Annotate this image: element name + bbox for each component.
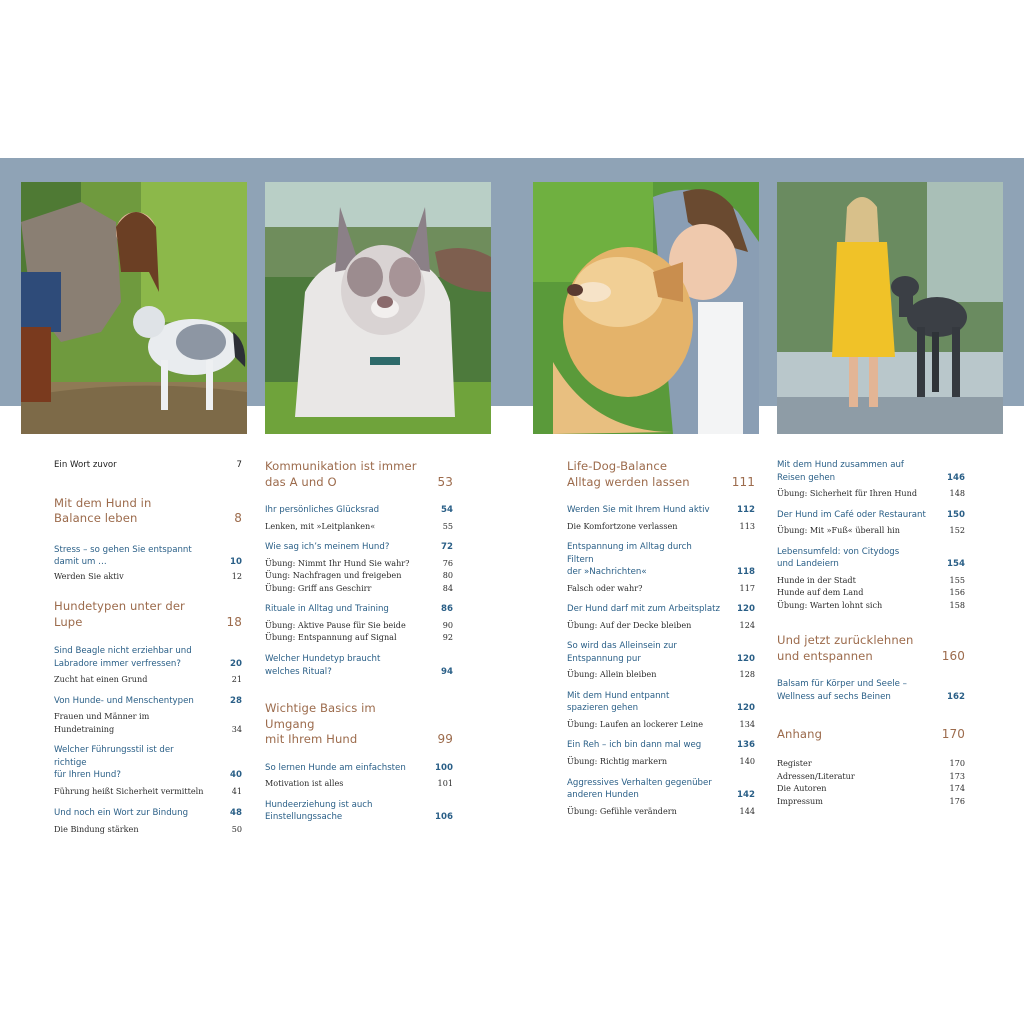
toc-entry-title: Lenken, mit »Leitplanken« <box>265 520 376 531</box>
toc-entry-title: Übung: Richtig markern <box>567 755 668 766</box>
toc-entry-title: Üung: Nachfragen und freigeben <box>265 570 402 581</box>
toc-entry-page: 99 <box>437 732 453 747</box>
toc-entry-page: 118 <box>737 567 755 578</box>
toc-entry-title: Kommunikation ist immer das A und O <box>265 459 417 489</box>
toc-entry-page: 154 <box>947 559 965 570</box>
toc-entry-title: Hundeerziehung ist auch Einstellungssache <box>265 799 373 823</box>
toc-entry-page: 140 <box>739 755 755 766</box>
toc-entry-title: Ein Wort zuvor <box>54 460 117 470</box>
toc-entry-page: 20 <box>230 658 242 669</box>
toc-entry-subsection <box>54 673 242 686</box>
toc-entry-page: 76 <box>442 557 453 568</box>
toc-entry-title: Werden Sie mit Ihrem Hund aktiv <box>567 505 710 515</box>
toc-entry-title: Mit dem Hund in Balance leben <box>54 495 152 525</box>
toc-entry-title: Wie sag ich’s meinem Hund? <box>265 542 390 553</box>
toc-entry-page: 156 <box>949 587 965 598</box>
toc-entry-page: 128 <box>739 669 755 680</box>
toc-entry-section <box>567 541 755 579</box>
toc-entry-subsection <box>265 582 453 595</box>
toc-entry-section <box>567 603 755 616</box>
toc-entry-chapter <box>54 496 242 527</box>
toc-entry-section <box>54 807 242 820</box>
toc-entry-title: Motivation ist alles <box>265 778 344 789</box>
toc-entry-title: Hunde in der Stadt <box>777 574 856 585</box>
toc-entry-title: Wichtige Basics im Umgang mit Ihrem Hund <box>265 701 376 747</box>
toc-entry-page: 160 <box>941 648 965 663</box>
toc-entry-title: Welcher Hundetyp braucht welches Ritual? <box>265 654 381 677</box>
toc-entry-title: Hunde auf dem Land <box>777 587 864 598</box>
toc-entry-title: Lebensumfeld: von Citydogs und Landeiern <box>777 546 900 570</box>
toc-entry-section <box>777 509 965 522</box>
toc-entry-title: So lernen Hunde am einfachsten <box>265 762 406 773</box>
toc-entry-title: Übung: Warten lohnt sich <box>777 599 883 610</box>
toc-entry-title: Werden Sie aktiv <box>54 570 124 581</box>
toc-entry-title: Aggressives Verhalten gegenüber anderen Hunden <box>567 777 712 801</box>
toc-entry-subsection <box>265 557 453 570</box>
toc-column-4 <box>777 459 965 807</box>
toc-entry-page: 94 <box>441 666 453 677</box>
toc-entry-subsection <box>777 586 965 599</box>
toc-entry-subsection <box>567 805 755 818</box>
toc-entry-page: 72 <box>441 542 453 553</box>
toc-entry-subsection <box>777 795 965 808</box>
toc-entry-chapter <box>265 459 453 490</box>
toc-entry-subsection <box>567 718 755 731</box>
toc-entry-section <box>265 603 453 616</box>
toc-entry-page: 50 <box>231 823 242 834</box>
toc-entry-title: Ein Reh – ich bin dann mal weg <box>567 740 702 751</box>
toc-entry-title: Übung: Gefühle verändern <box>567 805 677 816</box>
toc-entry-title: Der Hund darf mit zum Arbeitsplatz <box>567 604 721 615</box>
toc-entry-title: Die Bindung stärken <box>54 823 139 834</box>
toc-entry-page: 86 <box>441 604 453 615</box>
toc-entry-page: 100 <box>435 762 453 773</box>
toc-entry-page: 173 <box>949 770 965 781</box>
toc-entry-subsection <box>567 755 755 768</box>
toc-entry-title: Und jetzt zurücklehnen und entspannen <box>777 633 914 663</box>
toc-entry-title: Übung: Allein bleiben <box>567 669 657 680</box>
toc-entry-page: 120 <box>737 604 755 615</box>
toc-column-1 <box>54 459 242 836</box>
toc-entry-page: 92 <box>442 632 453 643</box>
toc-entry-page: 53 <box>437 474 453 489</box>
toc-entry-section <box>567 640 755 665</box>
toc-entry-title: Übung: Aktive Pause für Sie beide <box>265 619 406 630</box>
toc-entry-page: 8 <box>234 511 242 525</box>
toc-entry-title: Die Komfortzone verlassen <box>567 520 678 531</box>
toc-entry-page: 106 <box>435 812 453 823</box>
toc-entry-subsection <box>567 582 755 595</box>
toc-entry-page: 148 <box>949 488 965 498</box>
toc-entry-section <box>777 459 965 484</box>
toc-entry-page: 162 <box>947 691 965 702</box>
toc-entry-page: 113 <box>739 520 755 531</box>
toc-entry-chapter <box>54 599 242 630</box>
toc-entry-foreword <box>54 459 242 472</box>
toc-entry-title: Der Hund im Café oder Restaurant <box>777 509 926 520</box>
toc-entry-title: Sind Beagle nicht erziehbar und Labradore immer verfressen? <box>54 646 192 669</box>
toc-entry-title: Falsch oder wahr? <box>567 582 643 593</box>
toc-entry-page: 101 <box>437 778 453 789</box>
toc-entry-subsection <box>265 631 453 644</box>
toc-entry-section <box>54 744 242 782</box>
toc-entry-title: Balsam für Körper und Seele – Wellness auf sechs Beinen <box>777 679 907 702</box>
toc-entry-page: 12 <box>231 570 242 581</box>
toc-entry-subsection <box>54 710 242 735</box>
toc-entry-subsection <box>777 524 965 537</box>
toc-entry-title: Übung: Nimmt Ihr Hund Sie wahr? <box>265 557 410 568</box>
toc-entry-subsection <box>265 520 453 533</box>
toc-entry-title: Frauen und Männer im Hundetraining <box>54 711 150 734</box>
toc-entry-page: 112 <box>737 505 755 515</box>
toc-entry-subsection <box>265 569 453 582</box>
toc-entry-page: 111 <box>731 474 755 489</box>
toc-entry-page: 120 <box>737 703 755 714</box>
toc-entry-title: Übung: Sicherheit für Ihren Hund <box>777 488 918 498</box>
toc-entry-page: 55 <box>442 520 453 531</box>
toc-entry-page: 134 <box>739 718 755 729</box>
toc-entry-title: Hundetypen unter der Lupe <box>54 599 185 629</box>
toc-entry-title: Entspannung im Alltag durch Filtern der »Nachrichten« <box>567 542 692 578</box>
toc-entry-section <box>567 690 755 715</box>
toc-entry-section <box>265 541 453 554</box>
photo-woman-with-dog <box>21 182 247 434</box>
toc-entry-page: 142 <box>737 790 755 801</box>
toc-entry-subsection <box>567 520 755 533</box>
toc-entry-page: 136 <box>737 740 755 751</box>
toc-entry-page: 170 <box>949 757 965 768</box>
toc-column-2 <box>265 459 453 824</box>
toc-entry-page: 174 <box>949 783 965 794</box>
toc-entry-subsection <box>54 785 242 798</box>
toc-entry-section <box>265 504 453 517</box>
toc-entry-section <box>265 799 453 824</box>
toc-entry-title: So wird das Alleinsein zur Entspannung pur <box>567 641 677 664</box>
toc-entry-subsection <box>265 777 453 790</box>
toc-entry-page: 158 <box>949 599 965 610</box>
toc-entry-title: Stress – so gehen Sie entspannt damit um … <box>54 544 192 567</box>
toc-entry-page: 48 <box>230 808 242 819</box>
toc-entry-page: 18 <box>226 614 242 629</box>
toc-entry-title: Adressen/Literatur <box>777 770 855 781</box>
toc-entry-section <box>265 653 453 678</box>
toc-entry-page: 150 <box>947 509 965 520</box>
toc-entry-page: 90 <box>442 619 453 630</box>
toc-entry-page: 155 <box>949 574 965 585</box>
toc-entry-title: Übung: Mit »Fuß« überall hin <box>777 525 900 536</box>
toc-entry-chapter <box>567 459 755 490</box>
toc-entry-subsection <box>777 487 965 500</box>
toc-entry-subsection <box>777 770 965 783</box>
toc-entry-section <box>777 546 965 571</box>
toc-entry-page: 21 <box>231 674 242 685</box>
toc-entry-page: 152 <box>949 525 965 536</box>
toc-entry-page: 84 <box>442 582 453 593</box>
toc-entry-page: 176 <box>949 795 965 806</box>
toc-entry-title: Führung heißt Sicherheit vermitteln <box>54 785 204 796</box>
toc-column-3 <box>567 459 755 817</box>
toc-entry-subsection <box>567 619 755 632</box>
toc-entry-subsection <box>777 782 965 795</box>
toc-entry-page: 80 <box>442 570 453 581</box>
toc-entry-section <box>265 762 453 775</box>
toc-entry-title: Register <box>777 757 812 768</box>
toc-entry-title: Ihr persönliches Glücksrad <box>265 505 380 515</box>
toc-entry-title: Übung: Laufen an lockerer Leine <box>567 718 704 729</box>
toc-entry-section <box>54 544 242 569</box>
toc-entry-page: 146 <box>947 472 965 483</box>
toc-entry-page: 41 <box>231 785 242 796</box>
toc-entry-section <box>567 739 755 752</box>
toc-entry-page: 28 <box>230 695 242 706</box>
toc-entry-title: Übung: Entspannung auf Signal <box>265 632 397 643</box>
toc-entry-page: 117 <box>739 582 755 593</box>
photo-woman-with-great-dane <box>777 182 1003 434</box>
toc-entry-page: 34 <box>231 723 242 734</box>
toc-entry-subsection <box>777 757 965 770</box>
toc-entry-title: Übung: Griff ans Geschirr <box>265 582 372 593</box>
toc-entry-section <box>54 695 242 708</box>
toc-entry-page: 10 <box>230 557 242 567</box>
toc-entry-page: 144 <box>739 805 755 816</box>
photo-woman-kissing-dog <box>533 182 759 434</box>
toc-entry-section <box>567 777 755 802</box>
toc-entry-title: Mit dem Hund entpannt spazieren gehen <box>567 690 670 714</box>
toc-entry-page: 40 <box>230 770 242 781</box>
toc-entry-title: Die Autoren <box>777 783 827 794</box>
toc-entry-title: Anhang <box>777 727 823 742</box>
toc-entry-title: Und noch ein Wort zur Bindung <box>54 808 189 819</box>
photo-collie-portrait <box>265 182 491 434</box>
toc-entry-section <box>567 504 755 517</box>
toc-entry-chapter <box>777 633 965 664</box>
toc-entry-subsection <box>777 599 965 612</box>
toc-entry-subsection <box>777 574 965 587</box>
toc-entry-subsection <box>54 823 242 836</box>
toc-entry-title: Welcher Führungsstil ist der richtige für Ihren Hund? <box>54 745 174 781</box>
toc-entry-title: Von Hunde- und Menschentypen <box>54 695 194 706</box>
toc-entry-page: 120 <box>737 653 755 664</box>
toc-entry-title: Rituale in Alltag und Training <box>265 604 389 615</box>
toc-entry-title: Übung: Auf der Decke bleiben <box>567 619 692 630</box>
toc-entry-title: Mit dem Hund zusammen auf Reisen gehen <box>777 460 904 483</box>
toc-entry-subsection <box>567 668 755 681</box>
toc-entry-page: 124 <box>739 619 755 630</box>
toc-entry-subsection <box>54 570 242 583</box>
toc-entry-section <box>777 678 965 703</box>
toc-entry-chapter <box>777 727 965 743</box>
toc-entry-subsection <box>265 619 453 632</box>
toc-entry-title: Zucht hat einen Grund <box>54 674 148 685</box>
toc-entry-title: Life-Dog-Balance Alltag werden lassen <box>567 459 690 489</box>
toc-entry-title: Impressum <box>777 795 823 806</box>
toc-entry-page: 54 <box>441 505 453 515</box>
toc-entry-page: 170 <box>941 727 965 742</box>
toc-entry-chapter <box>265 701 453 748</box>
toc-entry-section <box>54 645 242 670</box>
toc-entry-page: 7 <box>236 460 242 470</box>
